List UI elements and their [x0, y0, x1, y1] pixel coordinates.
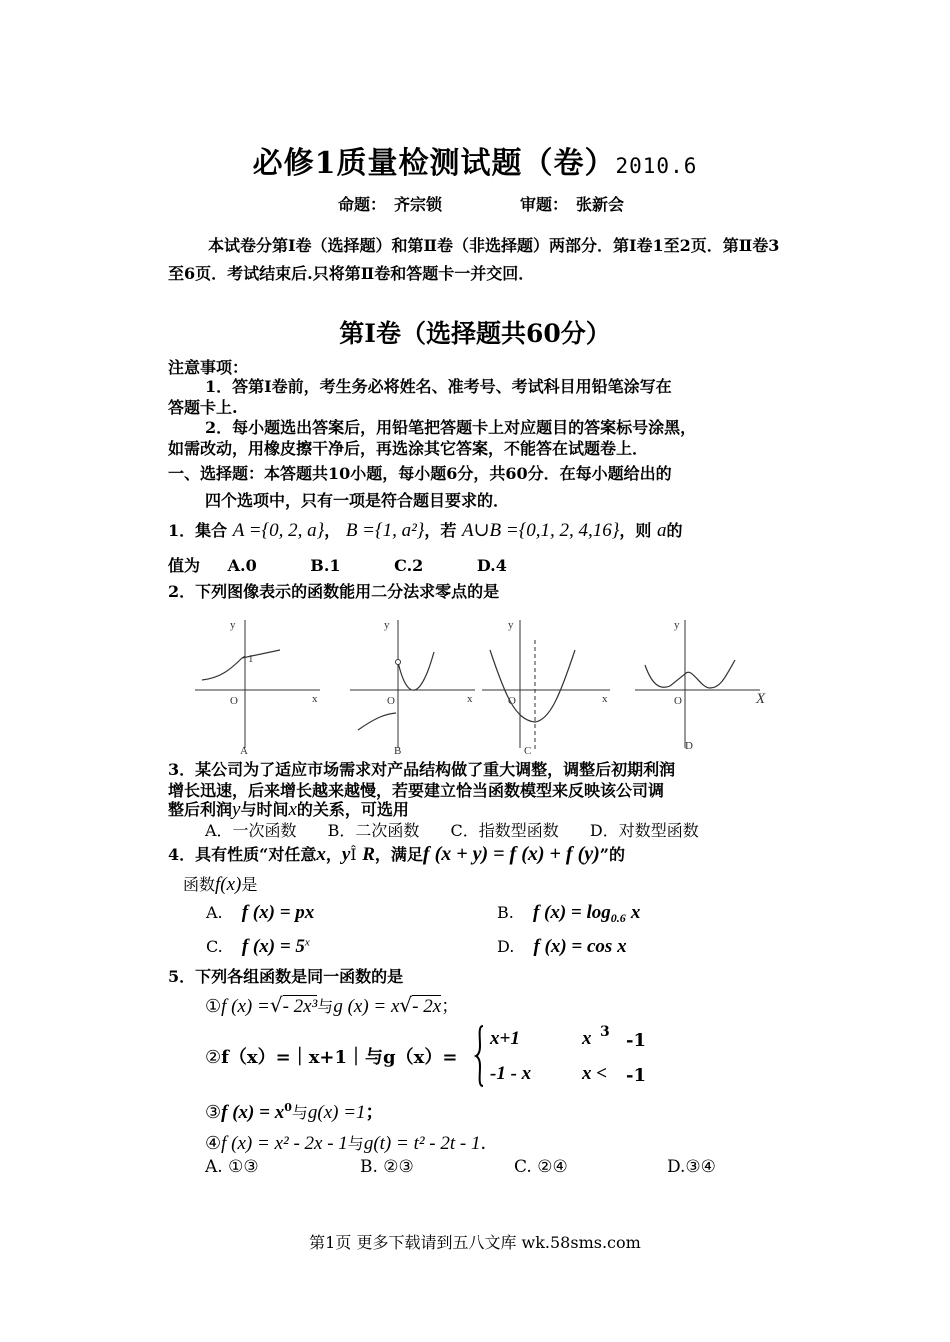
- set-union: A∪B ={0,1, 2, 4,16}: [462, 520, 620, 541]
- q5-item-4: ④f (x) = x² - 2x - 1与g(t) = t² - 2t - 1．: [205, 1133, 499, 1154]
- q5-option-b: B. ②③: [360, 1157, 414, 1177]
- case-1-rel: 3: [600, 1024, 610, 1040]
- question-1-options: 值为 A.0 B.1 C.2 D.4: [168, 556, 507, 575]
- svg-text:y: y: [674, 619, 680, 631]
- question-3-line2: 增长迅速，后来增长越来越慢，若要建立恰当函数模型来反映该公司调: [168, 781, 665, 800]
- svg-text:C: C: [524, 745, 532, 757]
- q5-option-a: A. ①③: [205, 1157, 259, 1177]
- q5-option-d: D.③④: [667, 1157, 716, 1177]
- svg-text:1: 1: [248, 653, 254, 665]
- question-4-line2: 函数f(x)是: [183, 874, 258, 895]
- svg-text:y: y: [508, 619, 514, 631]
- svg-text:O: O: [674, 695, 682, 707]
- svg-text:A: A: [240, 745, 248, 757]
- svg-text:O: O: [387, 695, 395, 707]
- title-date: 2010.6: [615, 154, 698, 178]
- question-1: 1．集合 A ={0, 2, a}， B ={1, a²}，若 A∪B ={0,1, 2, 4,16}，则 a的: [168, 520, 683, 541]
- intro-paragraph: 本试卷分第Ⅰ卷（选择题）和第Ⅱ卷（非选择题）两部分．第Ⅰ卷1至2页．第Ⅱ卷3至6页．考试结束后.只将第Ⅱ卷和答题卡一并交回．: [168, 236, 780, 283]
- case-1-cond: x: [582, 1028, 592, 1049]
- question-3: 3．某公司为了适应市场需求对产品结构做了重大调整，调整后初期利润: [168, 760, 676, 779]
- part1-title: 第Ⅰ卷（选择题共60分）: [339, 319, 611, 348]
- question-3-options: A．一次函数 B．二次函数 C．指数型函数 D．对数型函数: [205, 821, 699, 840]
- set-a: A ={0, 2, a}: [232, 520, 325, 541]
- svg-text:y: y: [230, 619, 236, 631]
- section-heading: 一、选择题：本答题共10小题，每小题6分，共60分．在每小题给出的: [168, 464, 672, 483]
- title-text: 必修1质量检测试题（卷）: [252, 146, 616, 181]
- case-1-val: -1: [626, 1030, 646, 1051]
- page-footer: 第1页 更多下载请到五八文库 wk.58sms.com: [309, 1233, 641, 1252]
- svg-text:O: O: [230, 695, 238, 707]
- function-graphs: [190, 610, 780, 758]
- svg-text:B: B: [394, 745, 402, 757]
- case-1-expr: x+1: [490, 1028, 520, 1049]
- svg-text:D: D: [685, 740, 693, 752]
- question-5: 5．下列各组函数是同一函数的是: [168, 967, 404, 986]
- question-2: 2．下列图像表示的函数能用二分法求零点的是: [168, 582, 500, 601]
- option-b: B.1: [310, 556, 341, 575]
- q5-item-2: ②f（x）=｜x+1｜与g（x）=: [205, 1047, 458, 1068]
- piecewise-brace: [474, 1024, 486, 1088]
- question-3-line3: 整后利润y与时间x的关系，可选用: [168, 799, 409, 820]
- note-2-cont: 如需改动，用橡皮擦干净后，再选涂其它答案，不能答在试题卷上．: [168, 439, 649, 458]
- question-4-option-d: D. f (x) = cos x: [497, 936, 627, 957]
- q5-option-c: C. ②④: [514, 1157, 568, 1177]
- case-2-cond: x <: [582, 1063, 608, 1084]
- case-2-val: -1: [626, 1065, 646, 1086]
- svg-text:y: y: [384, 619, 390, 631]
- case-2-expr: -1 - x: [490, 1063, 532, 1084]
- page-title: [0, 138, 950, 182]
- set-b: B ={1, a²}: [345, 520, 425, 541]
- reviewer-name: 张新会: [576, 195, 625, 214]
- svg-text:O: O: [508, 695, 516, 707]
- q5-item-1: ①f (x) =√- 2x³与g (x) = x√- 2x；: [205, 993, 460, 1017]
- author-name: 齐宗锁: [394, 195, 443, 214]
- question-4-option-a: A. f (x) = px: [206, 902, 315, 923]
- question-4-option-b: B. f $(x) = \log_{0.6} x$: [497, 902, 641, 926]
- authors-line: 命题： 齐宗锁 审题： 张新会: [338, 192, 624, 215]
- question-4: 4．具有性质“对任意x，yÎ R，满足f (x + y) = f (x) + f (y)”的: [168, 843, 626, 865]
- option-a: A.0: [227, 556, 257, 575]
- section-heading-cont: 四个选项中，只有一项是符合题目要求的．: [205, 491, 510, 510]
- svg-text:x: x: [467, 693, 473, 705]
- note-1-cont: 答题卡上.: [168, 398, 238, 417]
- note-1: 1．答第Ⅰ卷前，考生务必将姓名、准考号、考试科目用铅笔涂写在: [205, 377, 672, 396]
- svg-text:X: X: [756, 691, 766, 707]
- svg-text:x: x: [602, 693, 608, 705]
- question-4-option-c: C. f $(x) = 5^x$: [206, 936, 310, 957]
- svg-text:x: x: [312, 693, 318, 705]
- notes-heading: 注意事项：: [168, 358, 249, 377]
- note-2: 2．每小题选出答案后，用铅笔把答题卡上对应题目的答案标号涂黑，: [205, 418, 697, 437]
- q5-item-3: ③f $(x) = x^0$与g(x) =1；: [205, 1101, 384, 1123]
- option-c: C.2: [394, 556, 424, 575]
- option-d: D.4: [476, 556, 507, 575]
